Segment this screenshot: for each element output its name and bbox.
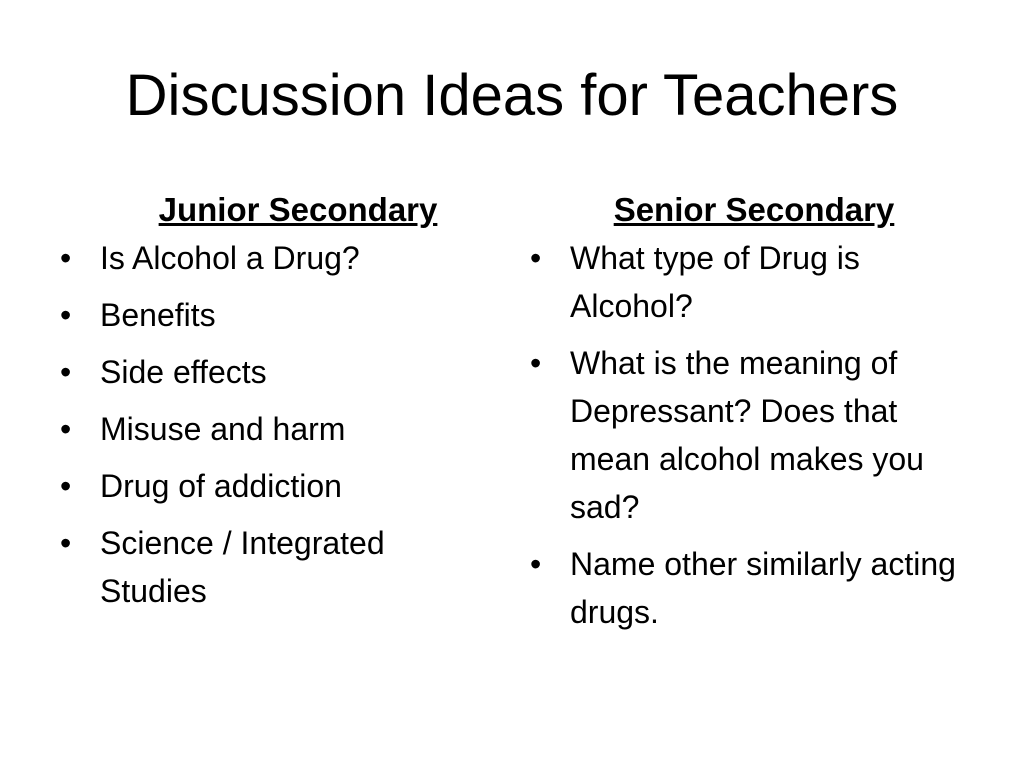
list-item [52,234,472,282]
list-item [52,405,472,453]
list-item [52,348,472,396]
list-item-text: Benefits [100,297,216,333]
bullet-icon: • [60,354,72,390]
bullet-icon: • [530,345,542,381]
list-item [52,519,472,615]
bullet-icon: • [60,411,72,447]
list-item-text: Misuse and harm [100,411,346,447]
list-item-text: What type of Drug is Alcohol? [570,240,860,324]
list-item-text: Science / Integrated Studies [100,525,385,609]
junior-secondary-column [52,188,472,624]
list-item [522,540,970,636]
list-item-text: Is Alcohol a Drug? [100,240,360,276]
bullet-icon: • [60,468,72,504]
list-item [522,234,970,330]
list-item-text: Name other similarly acting drugs. [570,546,956,630]
list-item [522,339,970,531]
list-item [52,462,472,510]
senior-bullet-list [522,234,970,636]
column-heading-senior: Senior Secondary [613,191,895,228]
slide-title: Discussion Ideas for Teachers [125,63,899,128]
bullet-icon: • [60,240,72,276]
list-item-text: Side effects [100,354,267,390]
column-heading-junior: Junior Secondary [158,191,438,228]
bullet-icon: • [60,297,72,333]
list-item [52,291,472,339]
bullet-icon: • [60,525,72,561]
list-item-text: What is the meaning of Depressant? Does that mean alcohol makes you sad? [570,345,924,525]
junior-bullet-list [52,234,472,615]
list-item-text: Drug of addiction [100,468,342,504]
bullet-icon: • [530,546,542,582]
bullet-icon: • [530,240,542,276]
senior-secondary-column [522,188,970,645]
